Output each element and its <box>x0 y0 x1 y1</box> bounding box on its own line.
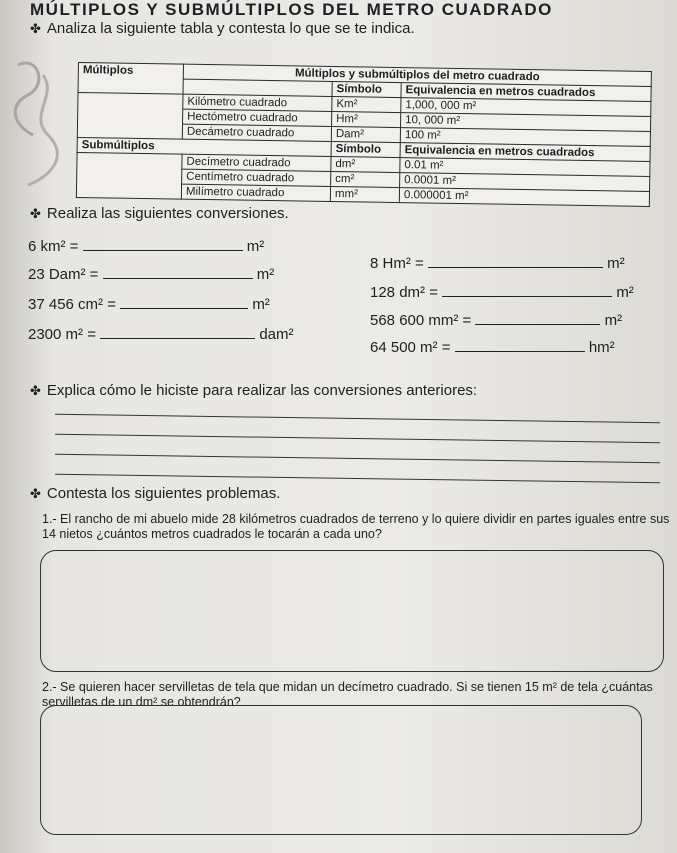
conversion-item: 128 dm² = m² <box>370 284 634 301</box>
answer-blank[interactable] <box>83 250 243 251</box>
answer-line[interactable] <box>55 434 660 443</box>
conversion-item: 37 456 cm² = m² <box>28 296 270 313</box>
equivalence-header: Equivalencia en metros cuadrados <box>401 83 651 102</box>
conversion-item: 23 Dam² = m² <box>28 266 275 283</box>
bullet-icon: ✤ <box>30 21 41 36</box>
table-row: Milímetro cuadrado mm² 0.000001 m² <box>76 182 649 206</box>
answer-blank[interactable] <box>103 278 253 279</box>
conversion-item: 64 500 m² = hm² <box>370 339 615 356</box>
problem-1-text: 1.- El rancho de mi abuelo mide 28 kilómetros cuadrados de terreno y lo quiere dividir en partes iguales entre sus 14 nietos ¿cuántos metros cuadrados le tocarán a cada uno? <box>42 512 670 541</box>
bullet-icon: ✤ <box>30 486 41 501</box>
table-title: Múltiplos y submúltiplos del metro cuadrado <box>183 64 651 86</box>
problem-1-answer-box[interactable] <box>40 550 664 672</box>
table-instruction: ✤ Analiza la siguiente tabla y contesta lo que se te indica. <box>30 20 415 37</box>
multiples-header: Múltiplos <box>78 63 183 95</box>
submultiples-header: Submúltiplos <box>77 137 331 156</box>
margin-scribble-decoration <box>8 55 68 215</box>
answer-blank[interactable] <box>455 351 585 352</box>
answer-line[interactable] <box>55 474 660 483</box>
bullet-icon: ✤ <box>30 206 41 221</box>
answer-blank[interactable] <box>100 338 255 339</box>
conversion-item: 568 600 mm² = m² <box>370 312 623 329</box>
answer-line[interactable] <box>55 454 660 463</box>
answer-blank[interactable] <box>120 308 248 309</box>
problems-instruction: ✤ Contesta los siguientes problemas. <box>30 485 281 502</box>
conversion-item: 6 km² = m² <box>28 238 265 255</box>
answer-blank[interactable] <box>428 267 603 268</box>
table-row: Kilómetro cuadrado Km² 1,000, 000 m² <box>78 93 651 117</box>
page-title: MÚLTIPLOS Y SUBMÚLTIPLOS DEL METRO CUADRADO <box>30 0 553 19</box>
symbol-header: Símbolo <box>331 141 400 157</box>
answer-blank[interactable] <box>442 296 612 297</box>
problem-2-answer-box[interactable] <box>40 705 642 835</box>
answer-blank[interactable] <box>475 324 600 325</box>
table-row: Decímetro cuadrado dm² 0.01 m² <box>77 152 650 176</box>
problem-2-text: 2.- Se quieren hacer servilletas de tela que midan un decímetro cuadrado. Si se tienen 15 m² de tela ¿cuántas servilletas de un dm² se obtendrán? <box>42 680 653 709</box>
table-row: Hectómetro cuadrado Hm² 10, 000 m² <box>78 108 651 132</box>
explain-instruction: ✤ Explica cómo le hiciste para realizar las conversiones anteriores: <box>30 382 478 399</box>
equivalence-header: Equivalencia en metros cuadrados <box>400 143 650 162</box>
table-row: Centímetro cuadrado cm² 0.0001 m² <box>77 167 650 191</box>
units-table <box>76 62 652 207</box>
bullet-icon: ✤ <box>30 383 41 398</box>
symbol-header: Símbolo <box>332 81 401 97</box>
conversion-item: 2300 m² = dam² <box>28 326 294 343</box>
conversion-item: 8 Hm² = m² <box>370 255 625 272</box>
answer-line[interactable] <box>55 414 660 423</box>
table-row: Decámetro cuadrado Dam² 100 m² <box>77 123 650 147</box>
conversions-instruction: ✤ Realiza las siguientes conversiones. <box>30 205 289 222</box>
